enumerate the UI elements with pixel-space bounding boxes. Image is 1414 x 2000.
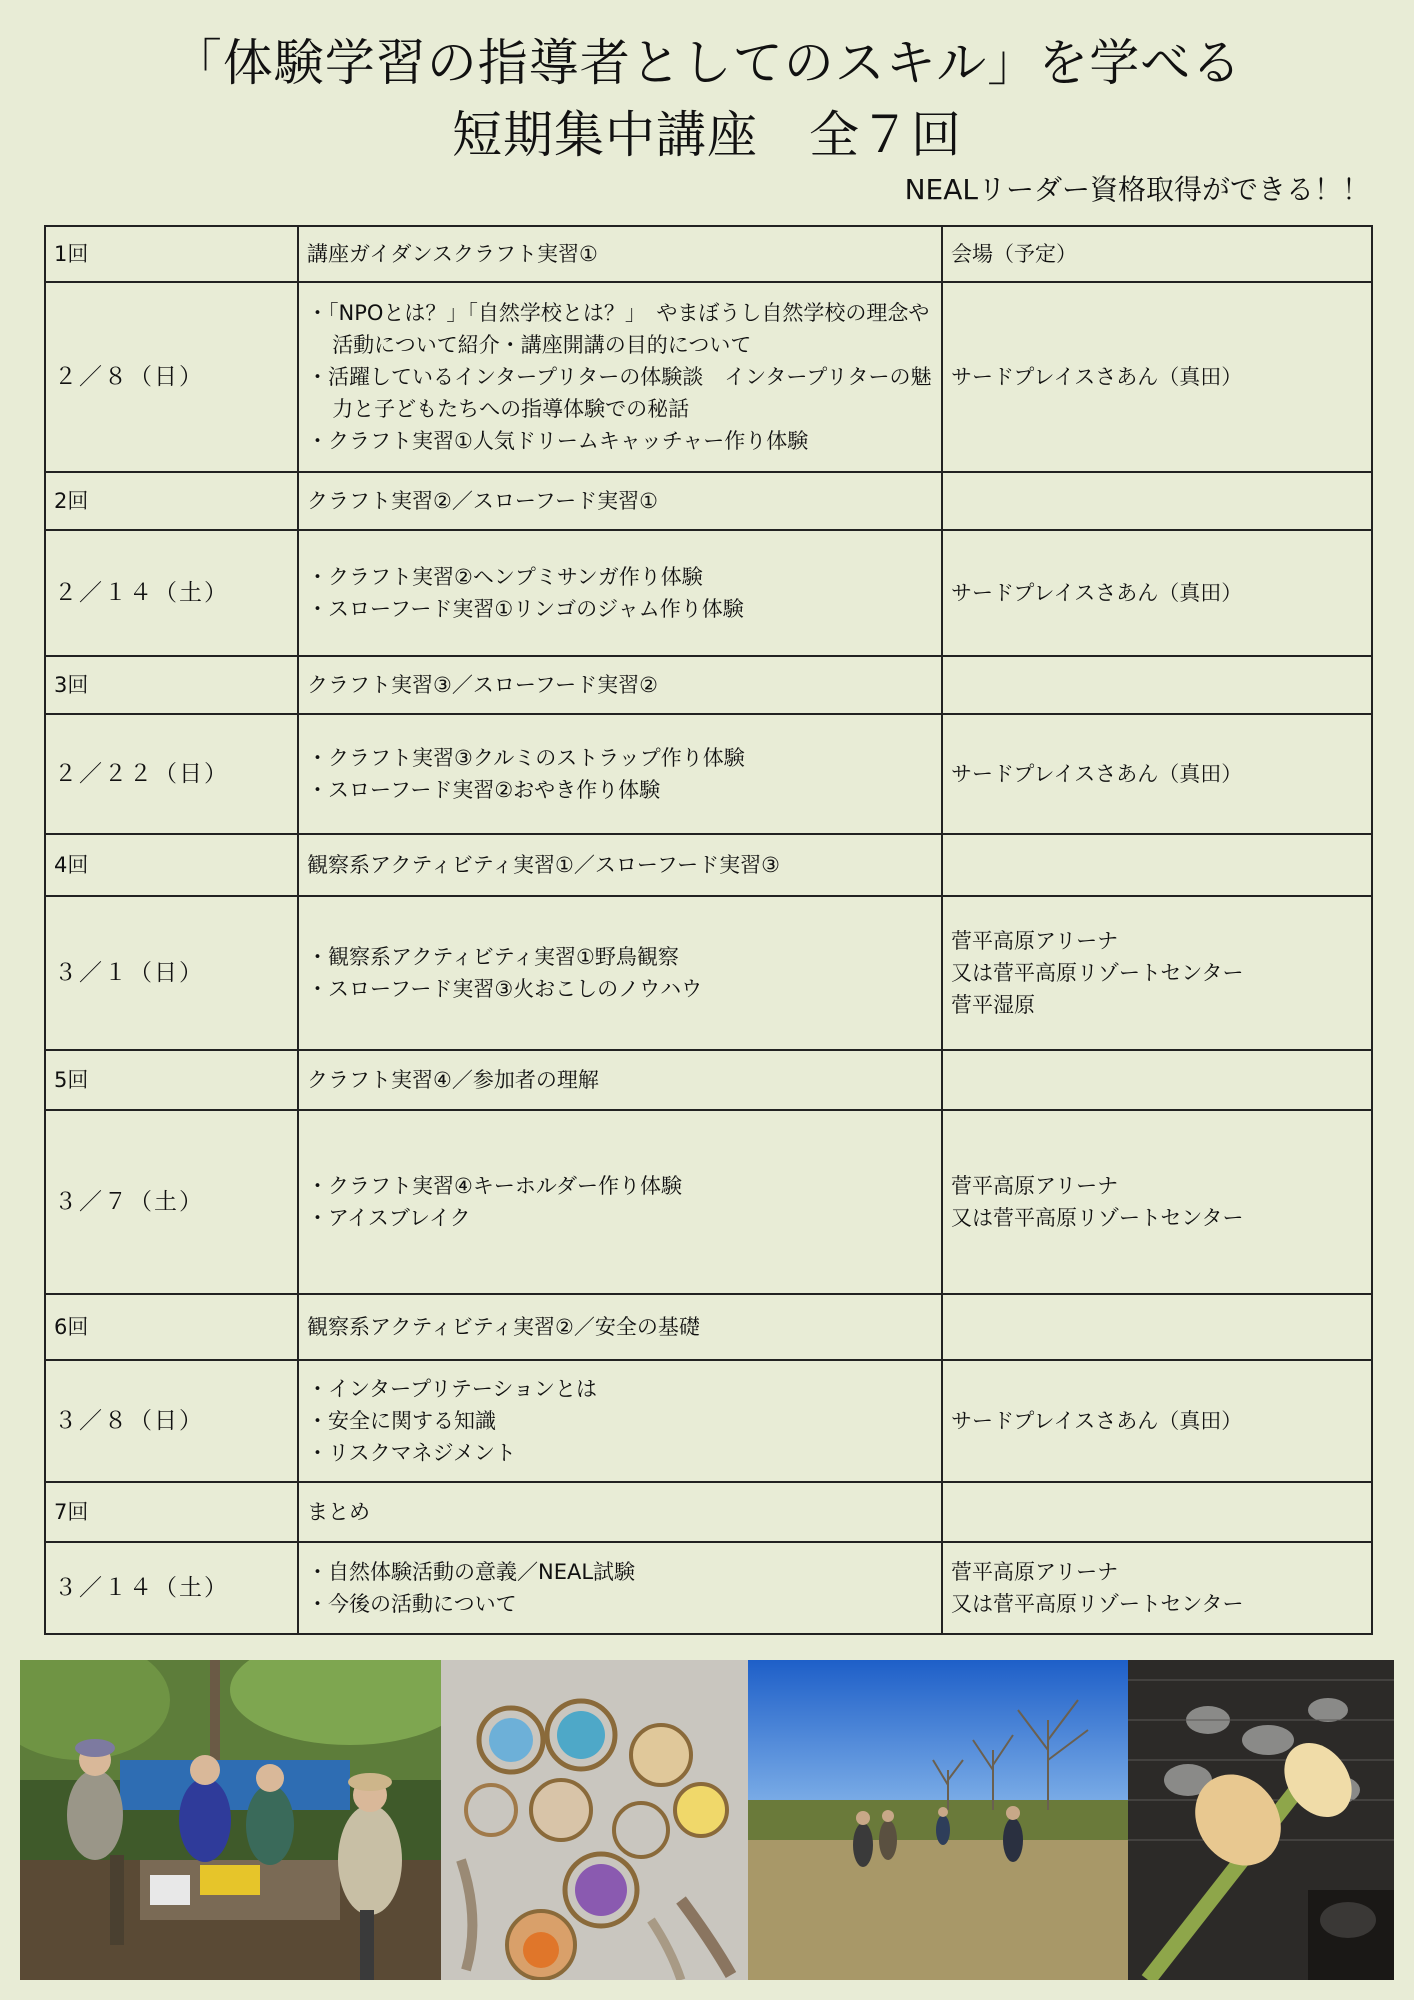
session-detail-row bbox=[45, 896, 1372, 1050]
empty-cell bbox=[942, 834, 1372, 896]
venue-line: 又は菅平高原リゾートセンター bbox=[951, 1206, 1244, 1230]
venue-line: サードプレイスさあん（真田） bbox=[951, 365, 1243, 389]
photo-strip bbox=[20, 1660, 1394, 1980]
photo-highland-walk bbox=[748, 1660, 1128, 1980]
content-item: ・クラフト実習④キーホルダー作り体験 bbox=[307, 1174, 682, 1198]
content-item: ・「NPOとは？」「自然学校とは？」 やまぼうし自然学校の理念や活動について紹介・講座開講の目的について bbox=[307, 301, 930, 357]
session-date: ３／１（日） bbox=[45, 896, 298, 1050]
dreamcatchers-image bbox=[441, 1660, 748, 1980]
venue-line: サードプレイスさあん（真田） bbox=[951, 581, 1243, 605]
session-content bbox=[298, 896, 942, 1050]
session-venue bbox=[942, 1542, 1372, 1634]
page-subtitle: NEALリーダー資格取得ができる！！ bbox=[904, 173, 1370, 206]
session-date: ３／８（日） bbox=[45, 1360, 298, 1482]
session-number: 5回 bbox=[45, 1050, 298, 1110]
session-venue bbox=[942, 896, 1372, 1050]
session-title: 観察系アクティビティ実習②／安全の基礎 bbox=[298, 1294, 942, 1360]
page-title-line2: 短期集中講座 全７回 bbox=[452, 106, 962, 164]
venue-line: サードプレイスさあん（真田） bbox=[951, 1409, 1243, 1433]
content-item: ・クラフト実習③クルミのストラップ作り体験 bbox=[307, 746, 745, 770]
session-venue bbox=[942, 530, 1372, 656]
content-item: ・今後の活動について bbox=[307, 1592, 517, 1616]
session-content bbox=[298, 1542, 942, 1634]
session-title: クラフト実習④／参加者の理解 bbox=[298, 1050, 942, 1110]
session-date: ２／１４（土） bbox=[45, 530, 298, 656]
session-header-row bbox=[45, 226, 1372, 282]
session-title: 観察系アクティビティ実習①／スローフード実習③ bbox=[298, 834, 942, 896]
outdoor-workshop-image bbox=[20, 1660, 441, 1980]
session-detail-row bbox=[45, 530, 1372, 656]
venue-line: 菅平高原アリーナ bbox=[951, 929, 1119, 953]
content-item: ・スローフード実習①リンゴのジャム作り体験 bbox=[307, 597, 744, 621]
content-item: ・リスクマネジメント bbox=[307, 1441, 516, 1465]
venue-line: 又は菅平高原リゾートセンター bbox=[951, 1592, 1244, 1616]
photo-dreamcatchers bbox=[441, 1660, 748, 1980]
photo-campfire-bread bbox=[1128, 1660, 1394, 1980]
session-number: 7回 bbox=[45, 1482, 298, 1542]
session-detail-row bbox=[45, 1110, 1372, 1294]
content-item: ・インタープリテーションとは bbox=[307, 1377, 598, 1401]
campfire-bread-image bbox=[1128, 1660, 1394, 1980]
session-content bbox=[298, 530, 942, 656]
session-header-row bbox=[45, 834, 1372, 896]
content-item: ・観察系アクティビティ実習①野鳥観察 bbox=[307, 945, 679, 969]
session-detail-row bbox=[45, 1360, 1372, 1482]
session-header-row bbox=[45, 472, 1372, 530]
session-header-row bbox=[45, 656, 1372, 714]
empty-cell bbox=[942, 1482, 1372, 1542]
content-item: ・自然体験活動の意義／NEAL試験 bbox=[307, 1560, 636, 1584]
session-date: ３／７（土） bbox=[45, 1110, 298, 1294]
session-date: ２／８（日） bbox=[45, 282, 298, 472]
empty-cell bbox=[942, 1050, 1372, 1110]
venue-line: 菅平高原アリーナ bbox=[951, 1560, 1119, 1584]
empty-cell bbox=[942, 1294, 1372, 1360]
content-item: ・スローフード実習③火おこしのノウハウ bbox=[307, 977, 703, 1001]
content-item: ・活躍しているインタープリターの体験談 インタープリターの魅力と子どもたちへの指導体験での秘話 bbox=[307, 365, 932, 421]
session-number: 3回 bbox=[45, 656, 298, 714]
session-content bbox=[298, 714, 942, 834]
session-header-row bbox=[45, 1294, 1372, 1360]
session-content bbox=[298, 1110, 942, 1294]
session-number: 4回 bbox=[45, 834, 298, 896]
content-item: ・スローフード実習②おやき作り体験 bbox=[307, 778, 661, 802]
content-item: ・安全に関する知識 bbox=[307, 1409, 496, 1433]
session-detail-row bbox=[45, 1542, 1372, 1634]
session-title: クラフト実習③／スローフード実習② bbox=[298, 656, 942, 714]
session-detail-row bbox=[45, 282, 1372, 472]
page-title-line1: 「体験学習の指導者としてのスキル」を学べる bbox=[171, 34, 1243, 92]
session-number: 2回 bbox=[45, 472, 298, 530]
content-item: ・クラフト実習②ヘンプミサンガ作り体験 bbox=[307, 565, 703, 589]
session-title: まとめ bbox=[298, 1482, 942, 1542]
session-content bbox=[298, 282, 942, 472]
session-content bbox=[298, 1360, 942, 1482]
empty-cell bbox=[942, 656, 1372, 714]
session-header-row bbox=[45, 1482, 1372, 1542]
session-header-row bbox=[45, 1050, 1372, 1110]
content-item: ・クラフト実習①人気ドリームキャッチャー作り体験 bbox=[307, 429, 809, 453]
venue-line: 又は菅平高原リゾートセンター bbox=[951, 961, 1244, 985]
venue-line: 菅平湿原 bbox=[951, 993, 1035, 1017]
session-date: ３／１４（土） bbox=[45, 1542, 298, 1634]
photo-outdoor-workshop bbox=[20, 1660, 441, 1980]
session-venue bbox=[942, 1110, 1372, 1294]
session-detail-row bbox=[45, 714, 1372, 834]
session-venue bbox=[942, 1360, 1372, 1482]
schedule-table bbox=[44, 225, 1373, 1635]
highland-walk-image bbox=[748, 1660, 1128, 1980]
session-date: ２／２２（日） bbox=[45, 714, 298, 834]
session-number: 6回 bbox=[45, 1294, 298, 1360]
session-title: クラフト実習②／スローフード実習① bbox=[298, 472, 942, 530]
session-title: 講座ガイダンスクラフト実習① bbox=[298, 226, 942, 282]
session-venue bbox=[942, 714, 1372, 834]
session-venue bbox=[942, 282, 1372, 472]
session-number: 1回 bbox=[45, 226, 298, 282]
venue-line: サードプレイスさあん（真田） bbox=[951, 762, 1243, 786]
venue-line: 菅平高原アリーナ bbox=[951, 1174, 1119, 1198]
empty-cell bbox=[942, 472, 1372, 530]
content-item: ・アイスブレイク bbox=[307, 1206, 471, 1230]
venue-header: 会場（予定） bbox=[942, 226, 1372, 282]
